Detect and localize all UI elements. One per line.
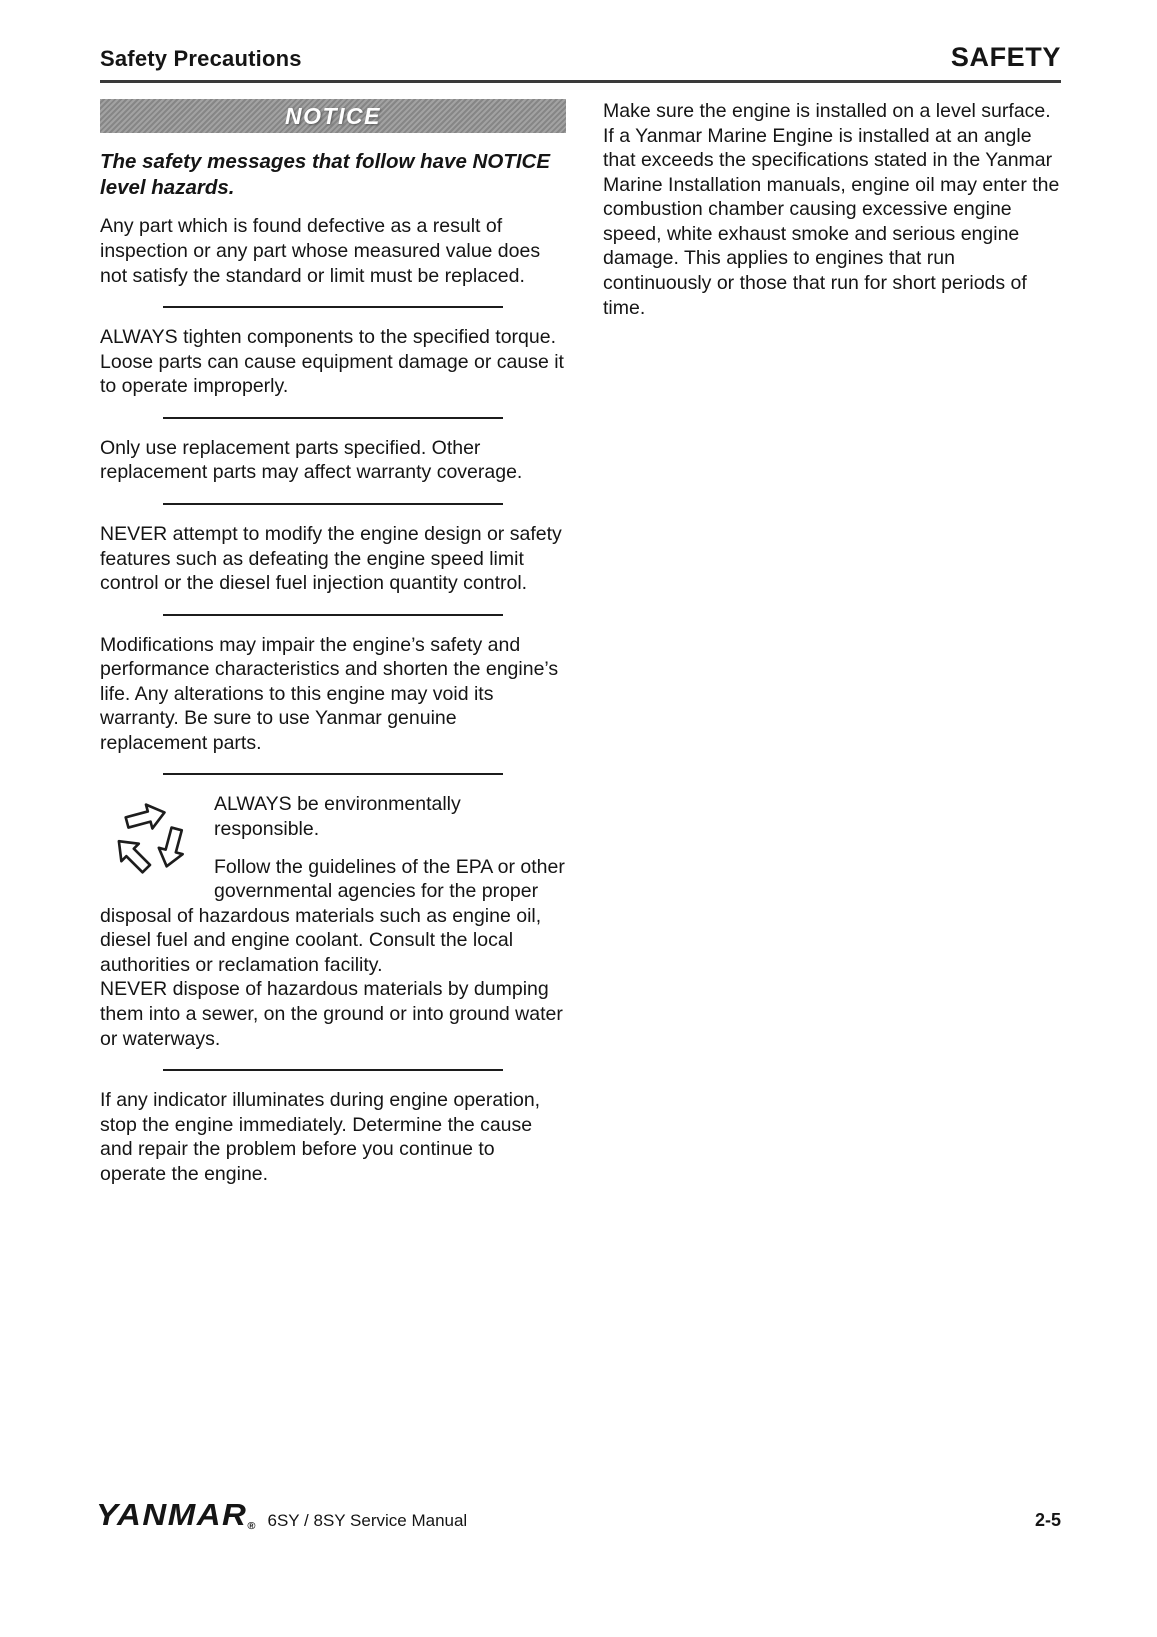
paragraph-never-dispose: NEVER dispose of hazardous materials by dumping them into a sewer, on the ground or into ground water or waterways.	[100, 978, 563, 1050]
content-columns	[100, 99, 1061, 1186]
chapter-title: SAFETY	[950, 42, 1061, 72]
separator-rule	[163, 773, 503, 775]
paragraph-defective-parts: Any part which is found defective as a result of inspection or any part whose measured value does not satisfy the standard or limit must be replaced.	[100, 215, 541, 287]
recycle-icon	[102, 796, 198, 884]
notice-banner	[100, 99, 566, 133]
page-number: 2-5	[1034, 1510, 1061, 1530]
separator-rule	[163, 503, 503, 505]
page-footer	[96, 1496, 1061, 1534]
paragraph-tighten-torque: ALWAYS tighten components to the specified torque. Loose parts can cause equipment damage or cause it to operate improperly.	[100, 326, 564, 398]
registered-trademark-mark: ®	[247, 1520, 256, 1532]
paragraph-level-surface: Make sure the engine is installed on a level surface. If a Yanmar Marine Engine is installed at an angle that exceeds the specifications stated in the Yanmar Marine Installation manuals, engine oil may enter the combustion chamber causing excessive engine speed, white exhaust smoke and serious engine damage. This applies to engines that run continuously or those that run for short periods of time.	[603, 100, 1060, 319]
manual-title: 6SY / 8SY Service Manual	[267, 1511, 468, 1530]
yanmar-logo-text: YANMAR	[96, 1497, 248, 1532]
paragraph-replacement-parts: Only use replacement parts specified. Other replacement parts may affect warranty coverage.	[100, 436, 523, 484]
paragraph-modifications: Modifications may impair the engine’s safety and performance characteristics and shorten the engine’s life. Any alterations to this engine may void its warranty. Be sure to use Yanmar genuine replacement parts.	[100, 633, 559, 754]
paragraph-epa-guidelines: Follow the guidelines of the EPA or other governmental agencies for the proper disposal of hazardous materials such as engine oil, diesel fuel and engine coolant. Consult the local authorities or reclamation facility.	[100, 855, 565, 976]
right-column	[603, 99, 1061, 320]
notice-heading: The safety messages that follow have NOTICE level hazards.	[100, 150, 550, 200]
page-header	[100, 42, 1061, 83]
separator-rule	[163, 417, 503, 419]
notice-banner-label: NOTICE	[285, 102, 381, 129]
yanmar-logo	[96, 1498, 256, 1533]
paragraph-indicator-illuminates: If any indicator illuminates during engine operation, stop the engine immediately. Determine the cause and repair the problem before you continue to operate the engine.	[100, 1089, 541, 1185]
environment-block	[100, 792, 566, 977]
separator-rule	[163, 306, 503, 308]
left-column	[100, 99, 566, 1186]
paragraph-environmentally-responsible: ALWAYS be environmentally responsible.	[214, 793, 461, 841]
paragraph-never-modify: NEVER attempt to modify the engine design or safety features such as defeating the engine speed limit control or the diesel fuel injection quantity control.	[100, 522, 562, 595]
section-title: Safety Precautions	[100, 46, 302, 71]
separator-rule	[163, 1069, 503, 1071]
separator-rule	[163, 614, 503, 616]
header-rule	[100, 80, 1061, 83]
